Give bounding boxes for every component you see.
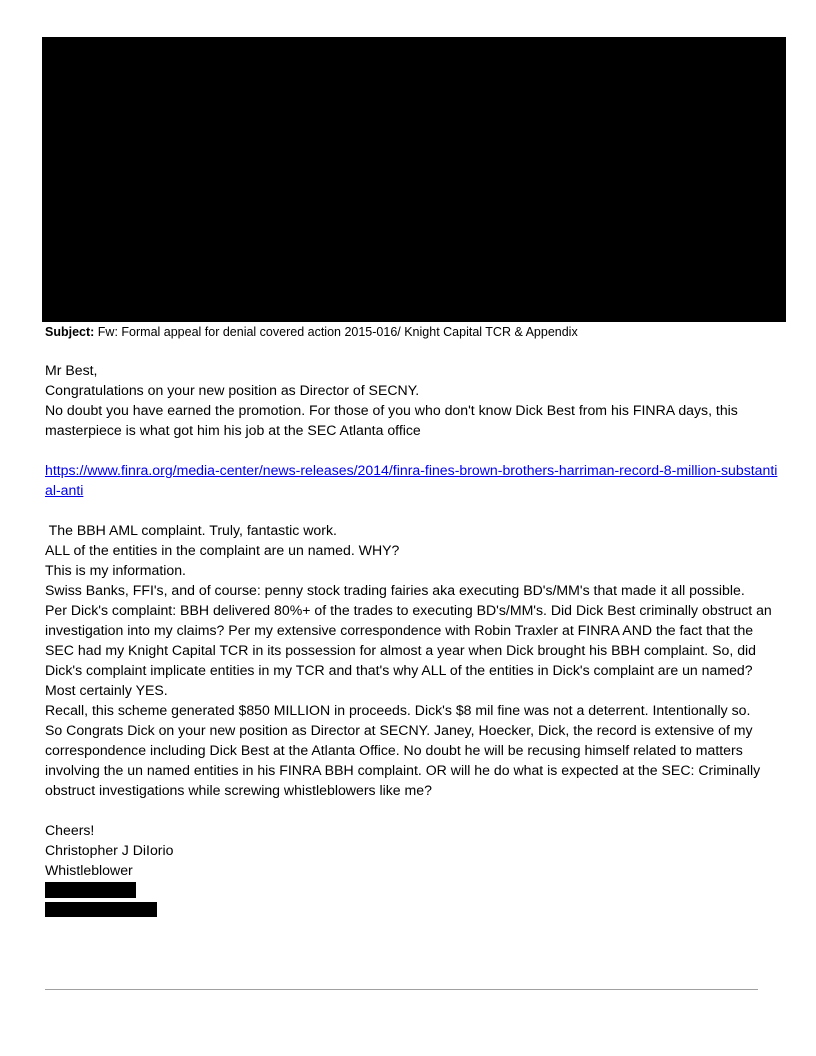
email-subject-line bbox=[45, 324, 785, 340]
salutation: Mr Best, bbox=[45, 362, 98, 378]
email-body bbox=[45, 360, 780, 917]
paragraph-swiss-banks: Swiss Banks, FFI's, and of course: penny stock trading fairies aka executing BD's/MM's that made it all possible. bbox=[45, 582, 745, 598]
subject-label: Subject: bbox=[45, 325, 95, 339]
paragraph-bbh-complaint: The BBH AML complaint. Truly, fantastic work. bbox=[45, 522, 337, 538]
paragraph-dicks-complaint: Per Dick's complaint: BBH delivered 80%+ of the trades to executing BD's/MM's. Did Dick Best criminally obstruct an investigation into my claims? Per my extensive correspondence with Robin Traxler at FINRA AND the fact that the SEC had my Knight Capital TCR in its possession for almost a year when Dick brought his BBH complaint. So, did Dick's complaint implicate entities in my TCR and that's why ALL of the entities in Dick's complaint are un named? Most certainly YES. bbox=[45, 602, 772, 698]
redaction-block-header bbox=[42, 37, 786, 322]
paragraph-my-information: This is my information. bbox=[45, 562, 186, 578]
spacer bbox=[45, 800, 780, 820]
signature-title: Whistleblower bbox=[45, 862, 133, 878]
redaction-block-signature-line2 bbox=[45, 902, 157, 917]
paragraph-entities-unnamed: ALL of the entities in the complaint are un named. WHY? bbox=[45, 542, 400, 558]
paragraph-recall: Recall, this scheme generated $850 MILLION in proceeds. Dick's $8 mil fine was not a deterrent. Intentionally so. bbox=[45, 702, 751, 718]
subject-text: Fw: Formal appeal for denial covered action 2015-016/ Knight Capital TCR & Appendix bbox=[97, 325, 578, 339]
spacer bbox=[45, 440, 780, 460]
redaction-block-signature-line1 bbox=[45, 882, 136, 898]
spacer bbox=[45, 500, 780, 520]
closing: Cheers! bbox=[45, 822, 95, 838]
paragraph-promotion: No doubt you have earned the promotion. For those of you who don't know Dick Best from his FINRA days, this masterpiece is what got him his job at the SEC Atlanta office bbox=[45, 402, 738, 438]
paragraph-congratulations: Congratulations on your new position as Director of SECNY. bbox=[45, 382, 420, 398]
finra-news-link[interactable]: https://www.finra.org/media-center/news-releases/2014/finra-fines-brown-brothers-harriman-record-8-million-substantial-anti bbox=[45, 462, 778, 498]
paragraph-congrats-dick: So Congrats Dick on your new position as Director at SECNY. Janey, Hoecker, Dick, the record is extensive of my correspondence including Dick Best at the Atlanta Office. No doubt he will be recusing himself related to matters involving the un named entities in his FINRA BBH complaint. OR will he do what is expected at the SEC: Criminally obstruct investigations while screwing whistleblowers like me? bbox=[45, 722, 761, 798]
signature-name: Christopher J DiIorio bbox=[45, 842, 174, 858]
footer-divider bbox=[45, 989, 758, 990]
finra-link-paragraph bbox=[45, 460, 780, 500]
